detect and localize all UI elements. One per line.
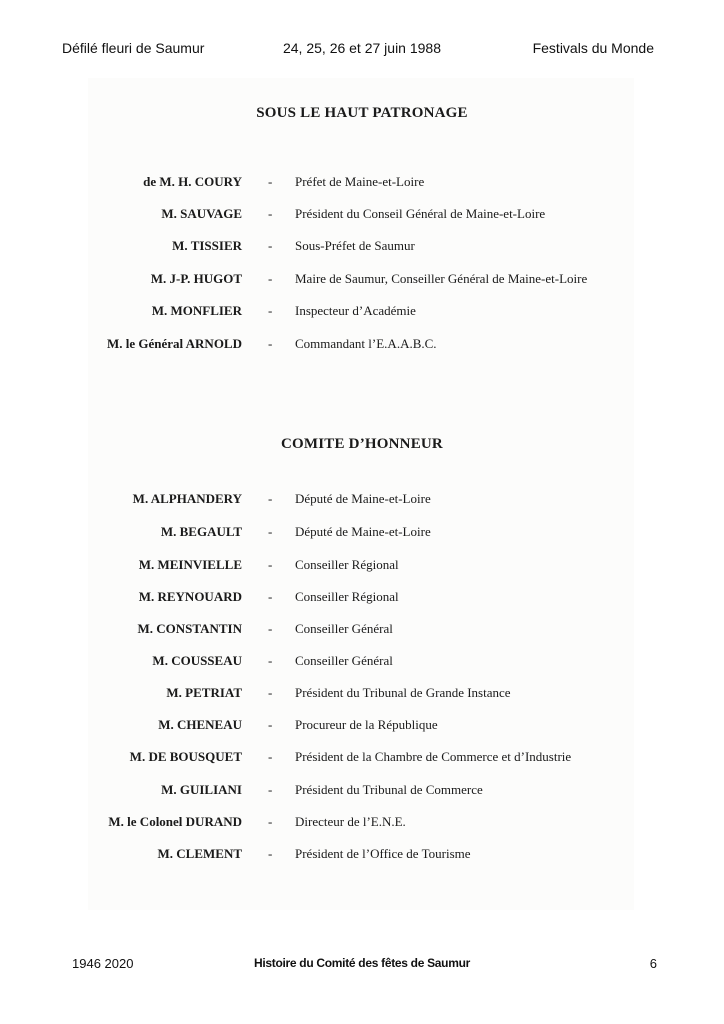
entry-name: de M. H. COURY [143,174,242,189]
entry-name: M. COUSSEAU [152,653,242,668]
comite-row [0,524,724,544]
entry-name: M. CHENEAU [158,717,242,732]
entry-role: Conseiller Général [295,653,393,668]
entry-name: M. GUILIANI [161,782,242,797]
comite-row [0,557,724,577]
entry-role: Président du Tribunal de Commerce [295,782,483,797]
patronage-row [0,206,724,226]
footer-left: 1946 2020 [72,956,134,971]
entry-separator: - [268,685,273,700]
patronage-title: SOUS LE HAUT PATRONAGE [256,105,468,121]
entry-separator: - [268,782,273,797]
header-right: Festivals du Monde [532,40,654,56]
entry-role: Conseiller Général [295,621,393,636]
entry-role: Directeur de l’E.N.E. [295,814,406,829]
entry-name: M. MEINVIELLE [138,557,242,572]
entry-name: M. PETRIAT [166,685,242,700]
comite-row [0,749,724,769]
entry-role: Maire de Saumur, Conseiller Général de Maine-et-Loire [295,271,588,286]
entry-role: Préfet de Maine-et-Loire [295,174,425,189]
comite-row [0,685,724,705]
entry-role: Procureur de la République [295,717,438,732]
entry-separator: - [268,653,273,668]
entry-separator: - [268,206,273,221]
entry-name: M. BEGAULT [160,524,242,539]
entry-separator: - [268,336,273,351]
entry-separator: - [268,491,273,506]
entry-separator: - [268,238,273,253]
comite-row [0,589,724,609]
entry-name: M. MONFLIER [151,303,242,318]
entry-role: Conseiller Régional [295,557,399,572]
comite-title: COMITE D’HONNEUR [281,436,443,452]
patronage-row [0,271,724,291]
entry-separator: - [268,271,273,286]
entry-role: Président de l’Office de Tourisme [295,846,471,861]
entry-role: Président de la Chambre de Commerce et d’Industrie [295,749,572,764]
entry-role: Député de Maine-et-Loire [295,491,431,506]
entry-role: Sous-Préfet de Saumur [295,238,415,253]
entry-name: M. TISSIER [172,238,242,253]
patronage-row [0,174,724,194]
header-center: 24, 25, 26 et 27 juin 1988 [282,40,442,56]
entry-separator: - [268,524,273,539]
entry-name: M. J-P. HUGOT [150,271,242,286]
entry-name: M. REYNOUARD [138,589,242,604]
comite-row [0,621,724,641]
entry-separator: - [268,814,273,829]
footer-center: Histoire du Comité des fêtes de Saumur [254,956,470,970]
entry-role: Conseiller Régional [295,589,399,604]
comite-row [0,782,724,802]
entry-name: M. DE BOUSQUET [129,749,242,764]
entry-separator: - [268,589,273,604]
header-left: Défilé fleuri de Saumur [62,40,205,56]
entry-role: Inspecteur d’Académie [295,303,416,318]
patronage-row [0,238,724,258]
page-number: 6 [649,956,657,971]
comite-row [0,814,724,834]
entry-role: Commandant l’E.A.A.B.C. [295,336,437,351]
entry-separator: - [268,717,273,732]
entry-separator: - [268,749,273,764]
entry-name: M. le Général ARNOLD [106,336,242,351]
entry-separator: - [268,557,273,572]
entry-name: M. SAUVAGE [161,206,242,221]
entry-separator: - [268,303,273,318]
entry-name: M. ALPHANDERY [132,491,242,506]
entry-name: M. CLEMENT [157,846,242,861]
comite-row [0,653,724,673]
patronage-row [0,303,724,323]
entry-name: M. le Colonel DURAND [108,814,242,829]
entry-role: Député de Maine-et-Loire [295,524,431,539]
comite-row [0,846,724,866]
entry-separator: - [268,174,273,189]
entry-role: Président du Conseil Général de Maine-et-Loire [295,206,546,221]
entry-name: M. CONSTANTIN [137,621,242,636]
entry-separator: - [268,846,273,861]
entry-role: Président du Tribunal de Grande Instance [295,685,511,700]
comite-row [0,717,724,737]
comite-row [0,491,724,511]
patronage-row [0,336,724,356]
entry-separator: - [268,621,273,636]
